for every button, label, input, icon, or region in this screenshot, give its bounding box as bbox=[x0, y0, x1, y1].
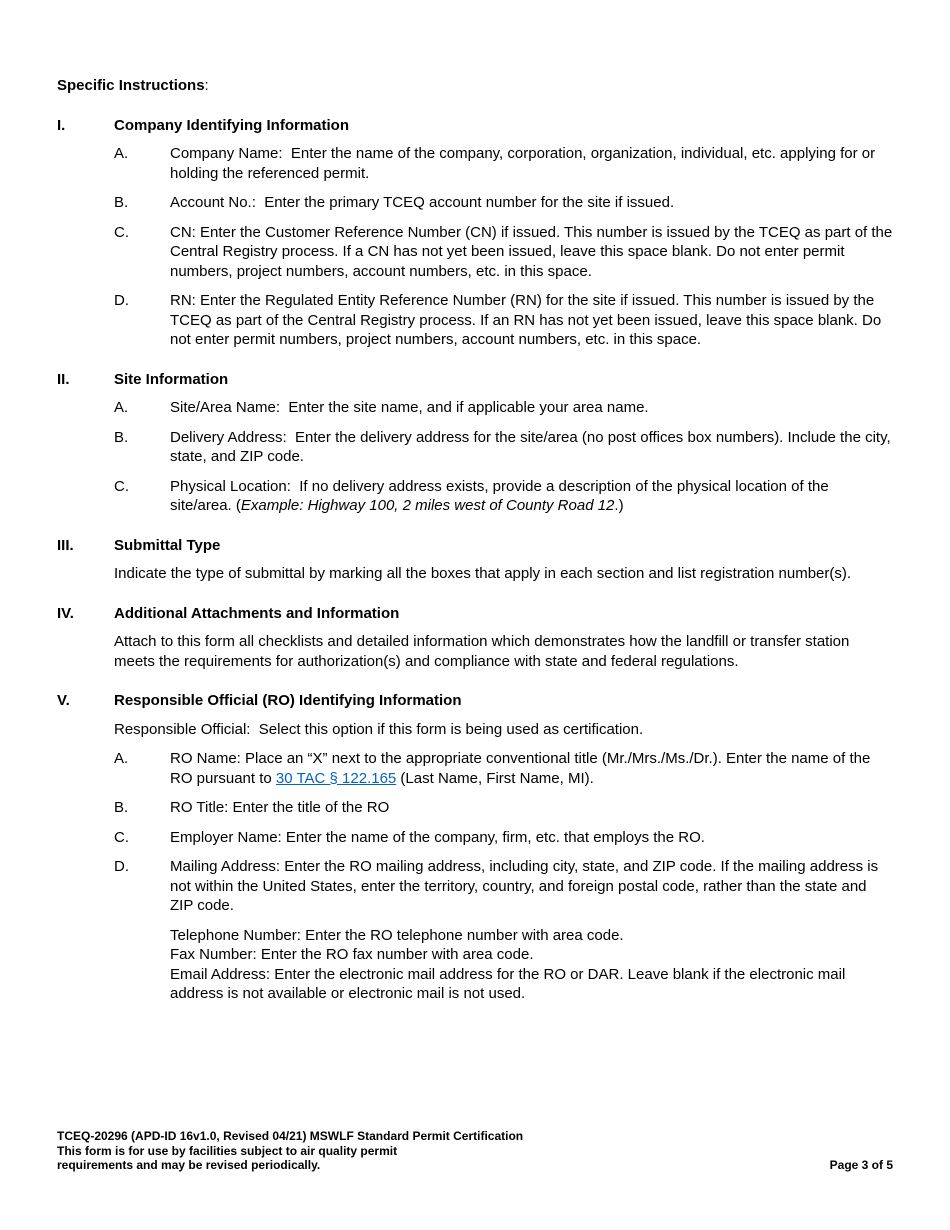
section-numeral: III. bbox=[57, 536, 74, 554]
instruction-item-employer-name bbox=[114, 828, 893, 848]
item-letter: B. bbox=[114, 428, 129, 446]
section-numeral: V. bbox=[57, 692, 70, 709]
email-address-line: Email Address: Enter the electronic mail address for the RO or DAR. Leave blank if the electronic mail address is not available or electronic mail is not used. bbox=[170, 965, 850, 1002]
item-text: RN: Enter the Regulated Entity Reference Number (RN) for the site if issued. This number is issued by the TCEQ as part of the Central Registry process. If an RN has not yet been issued, leave this space blank. Do not enter permit numbers, project numbers, account numbers, etc. in this space. bbox=[170, 292, 886, 348]
item-text-before: Physical Location: If no delivery address exists, provide a description of the physical location of the site/area. ( bbox=[170, 477, 833, 514]
item-letter: A. bbox=[114, 750, 129, 767]
section-paragraph: Responsible Official: Select this option if this form is being used as certification. bbox=[114, 720, 644, 738]
section-body bbox=[57, 749, 893, 1004]
page-title bbox=[57, 76, 893, 96]
item-letter: C. bbox=[114, 223, 129, 241]
section-numeral: IV. bbox=[57, 604, 74, 622]
instruction-item-cn bbox=[114, 223, 897, 282]
section-title: Additional Attachments and Information bbox=[114, 604, 400, 622]
item-text: Company Name: Enter the name of the company, corporation, organization, individual, etc. applying for or holding the referenced permit. bbox=[170, 145, 880, 182]
page-footer bbox=[57, 1129, 893, 1173]
item-text-before: RO Name: Place an “X” next to the appropriate conventional title (Mr./Mrs./Ms./Dr.). Enter the name of the RO pursuant to bbox=[170, 750, 875, 787]
section-heading bbox=[57, 116, 893, 136]
section-paragraph: Attach to this form all checklists and detailed information which demonstrates how the landfill or transfer station meets the requirements for authorization(s) and compliance with state and federal regulations. bbox=[114, 633, 854, 670]
section-heading bbox=[57, 604, 893, 624]
fax-number-line: Fax Number: Enter the RO fax number with area code. bbox=[170, 946, 534, 963]
item-letter: A. bbox=[114, 145, 129, 162]
instruction-item-delivery-address bbox=[114, 428, 893, 467]
item-text-group bbox=[170, 857, 893, 1004]
instruction-item-ro-title bbox=[114, 798, 893, 818]
section-numeral: II. bbox=[57, 370, 70, 388]
item-letter: D. bbox=[114, 858, 129, 875]
item-letter: C. bbox=[114, 828, 129, 846]
item-text: RO Title: Enter the title of the RO bbox=[170, 799, 390, 816]
section-paragraph: Indicate the type of submittal by marking all the boxes that apply in each section and list registration number(s). bbox=[114, 565, 852, 582]
telephone-number-line: Telephone Number: Enter the RO telephone number with area code. bbox=[170, 926, 624, 944]
section-body bbox=[57, 144, 897, 350]
footer-line-1: TCEQ-20296 (APD-ID 16v1.0, Revised 04/21) MSWLF Standard Permit Certification bbox=[57, 1129, 524, 1143]
page-title-colon: : bbox=[204, 77, 209, 94]
item-text: Mailing Address: Enter the RO mailing address, including city, state, and ZIP code. If the mailing address is not within the United States, enter the territory, country, and foreign postal code, rather than the state and ZIP code. bbox=[170, 858, 883, 914]
instruction-item-rn bbox=[114, 291, 893, 350]
item-text: Employer Name: Enter the name of the company, firm, etc. that employs the RO. bbox=[170, 828, 705, 846]
section-numeral: I. bbox=[57, 116, 66, 134]
section-additional-attachments bbox=[57, 604, 893, 672]
item-text-example-italic: Example: Highway 100, 2 miles west of County Road 12 bbox=[240, 497, 615, 514]
item-text bbox=[170, 477, 893, 516]
item-text bbox=[170, 749, 893, 788]
section-responsible-official bbox=[57, 691, 893, 1004]
instruction-item-ro-name bbox=[114, 749, 893, 788]
page-title-text: Specific Instructions bbox=[57, 77, 205, 94]
section-heading bbox=[57, 370, 893, 390]
section-body bbox=[57, 398, 893, 516]
contact-details-block bbox=[170, 926, 893, 1004]
instruction-item-account-no bbox=[114, 193, 893, 213]
footer-form-identification bbox=[57, 1129, 523, 1173]
item-text-after: .) bbox=[614, 497, 624, 514]
tac-122-165-link[interactable]: 30 TAC § 122.165 bbox=[275, 769, 397, 787]
instruction-item-mailing-address bbox=[114, 857, 893, 1004]
item-letter: B. bbox=[114, 194, 129, 211]
item-text-after: (Last Name, First Name, MI). bbox=[396, 769, 594, 787]
footer-line-2: This form is for use by facilities subject to air quality permit bbox=[57, 1143, 398, 1158]
item-letter: B. bbox=[114, 799, 129, 816]
section-heading bbox=[57, 536, 893, 556]
section-company-identifying-information bbox=[57, 116, 897, 350]
item-text: Account No.: Enter the primary TCEQ account number for the site if issued. bbox=[170, 194, 675, 211]
instruction-item-company-name bbox=[114, 144, 893, 183]
section-title: Site Information bbox=[114, 370, 229, 388]
footer-line-3: requirements and may be revised periodically. bbox=[57, 1158, 321, 1172]
instruction-item-physical-location bbox=[114, 477, 893, 516]
item-text: Site/Area Name: Enter the site name, and if applicable your area name. bbox=[170, 399, 649, 416]
item-letter: D. bbox=[114, 292, 129, 309]
item-text: Delivery Address: Enter the delivery address for the site/area (no post offices box numbers). Include the city, state, and ZIP code. bbox=[170, 428, 895, 465]
section-site-information bbox=[57, 370, 893, 516]
section-title: Company Identifying Information bbox=[114, 116, 349, 134]
item-text: CN: Enter the Customer Reference Number (CN) if issued. This number is issued by the TCEQ as part of the Central Registry process. If a CN has not yet been issued, leave this space blank. Do not enter permit numbers, project numbers, account numbers, etc. in this space. bbox=[170, 223, 897, 280]
page-number: Page 3 of 5 bbox=[829, 1158, 893, 1172]
section-submittal-type bbox=[57, 536, 893, 584]
instruction-item-site-area-name bbox=[114, 398, 893, 418]
item-letter: C. bbox=[114, 477, 129, 495]
section-title: Submittal Type bbox=[114, 536, 221, 554]
section-heading bbox=[57, 691, 893, 711]
item-letter: A. bbox=[114, 399, 129, 416]
section-title: Responsible Official (RO) Identifying Information bbox=[114, 692, 462, 709]
